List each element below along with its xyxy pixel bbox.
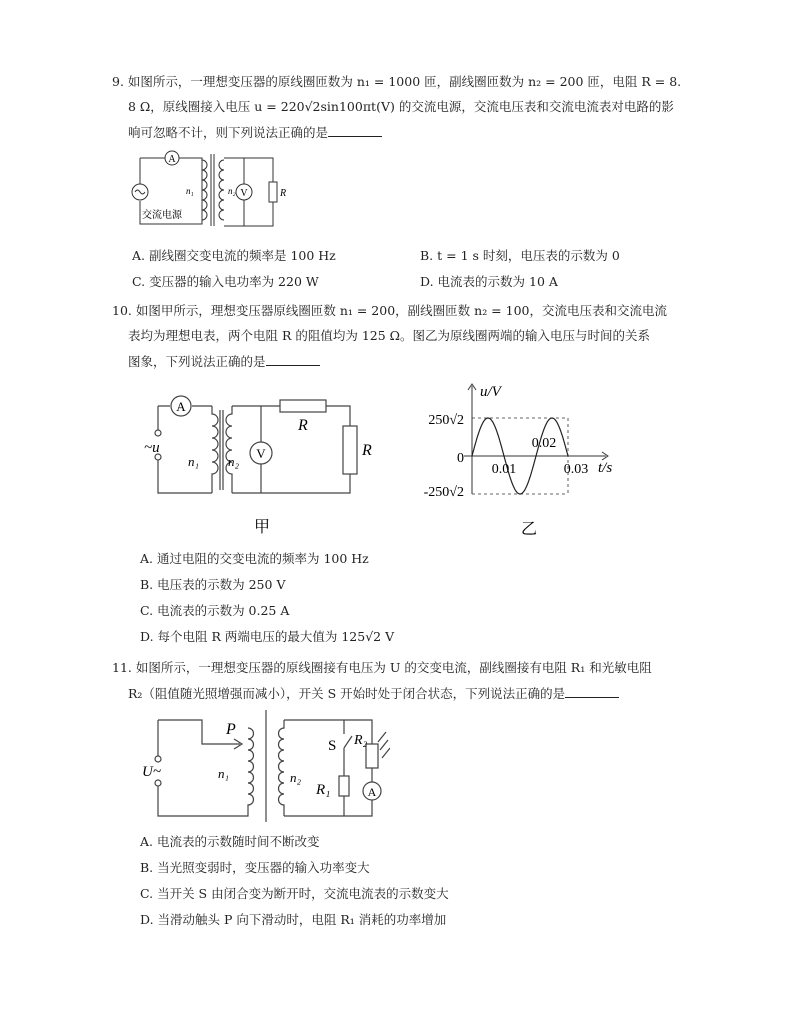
q10-circuit-diagram [140,378,385,538]
slider-p-label: P [226,721,236,738]
q9-option-c: C. 变压器的输入电功率为 220 W [132,274,319,289]
r1-label: R₁ [316,782,331,798]
q10-option-d: D. 每个电阻 R 两端电压的最大值为 125√2 V [140,629,395,644]
q9-circuit-diagram [128,146,298,232]
q11-option-d: D. 当滑动触头 P 向下滑动时，电阻 R₁ 消耗的功率增加 [140,912,447,927]
x-tick-001: 0.01 [491,462,517,477]
switch-s-label: S [328,738,337,754]
q9-option-d: D. 电流表的示数为 10 A [420,274,558,289]
n1-label: n₁ [218,766,230,781]
n1-label: n₁ [188,454,200,469]
y-axis-label: u/V [480,384,501,400]
x-tick-003: 0.03 [563,462,589,477]
figure-caption-jia: 甲 [253,519,271,536]
q11-circuit-diagram [140,708,390,826]
n2-label: n₂ [290,770,302,785]
n2-label: n₂ [228,454,240,469]
q10-stem-line2: 表均为理想电表，两个电阻 R 的阻值均为 125 Ω。图乙为原线圈两端的输入电压与时间的关系 [128,328,651,343]
q9-option-a: A. 副线圈交变电流的频率是 100 Hz [132,248,336,263]
q11-option-b: B. 当光照变弱时，变压器的输入功率变大 [140,860,370,875]
q11-stem-line2: R₂（阻值随光照增强而减小），开关 S 开始时处于闭合状态，下列说法正确的是 [128,685,619,702]
y-tick-min: -250√2 [423,485,464,500]
q10-stem-line1: 10. 如图甲所示，理想变压器原线圈匝数 n₁ = 200，副线圈匝数 n₂ = 100，交流电压表和交流电流 [112,303,667,318]
resistor-label: R [280,188,287,199]
n2-label: n₂ [228,186,236,196]
answer-blank [266,353,320,366]
u-label: ~u [144,440,160,456]
figure-caption-yi: 乙 [520,521,538,538]
u-label: U~ [142,764,161,780]
voltmeter-label: V [256,446,266,461]
ammeter-label: A [367,785,377,799]
answer-blank [565,685,619,698]
q10-voltage-time-graph [408,376,623,540]
q9-option-b: B. t = 1 s 时刻，电压表的示数为 0 [420,248,620,263]
ammeter-label: A [176,399,186,414]
n1-label: n₁ [186,186,194,196]
q11-stem-line1: 11. 如图所示，一理想变压器的原线圈接有电压为 U 的交变电流，副线圈接有电阻 R₁ 和光敏电阻 [112,660,652,675]
r2-label: R₂ [354,733,368,748]
q10-stem-line3: 图象，下列说法正确的是 [128,353,320,370]
y-tick-max: 250√2 [428,413,464,428]
q10-option-c: C. 电流表的示数为 0.25 A [140,603,290,618]
q9-stem-line2: 8 Ω，原线圈接入电压 u = 220√2sin100πt(V) 的交流电源，交流电压表和交流电流表对电路的影 [128,99,674,114]
q9-stem-line1: 9. 如图所示，一理想变压器的原线圈匝数为 n₁ = 1000 匝，副线圈匝数为 n₂ = 200 匝，电阻 R = 8. [112,74,682,89]
voltmeter-label: V [240,188,248,199]
x-tick-002: 0.02 [531,436,557,451]
x-axis-label: t/s [598,460,613,476]
resistor-label-top: R [298,417,308,434]
q10-option-b: B. 电压表的示数为 250 V [140,577,286,592]
y-tick-zero: 0 [457,451,464,466]
answer-blank [328,124,382,137]
q9-stem-line3: 响可忽略不计，则下列说法正确的是 [128,124,382,141]
q11-option-a: A. 电流表的示数随时间不断改变 [140,834,320,849]
q11-option-c: C. 当开关 S 由闭合变为断开时，交流电流表的示数变大 [140,886,449,901]
source-label: 交流电源 [142,210,182,221]
resistor-label-right: R [362,442,372,459]
q10-option-a: A. 通过电阻的交变电流的频率为 100 Hz [140,551,369,566]
ammeter-label: A [168,154,176,165]
